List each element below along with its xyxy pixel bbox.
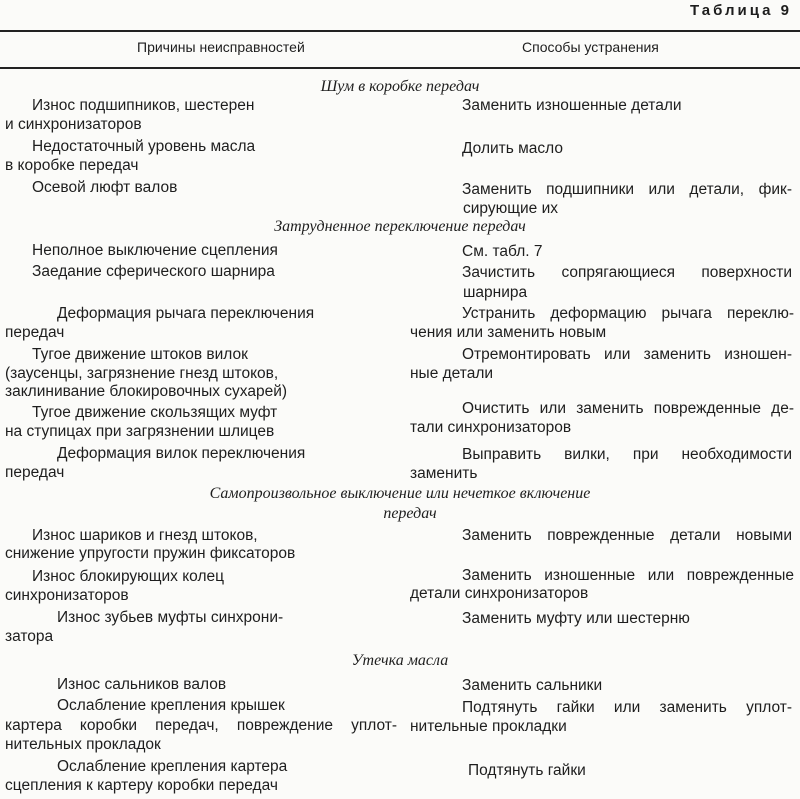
remedy-line: Заменить изношенные или поврежденные — [462, 567, 794, 584]
remedy-line: Заменить подшипники или детали, фик- — [462, 181, 792, 198]
remedy-line: См. табл. 7 — [462, 243, 543, 260]
remedy-line: Отремонтировать или заменить изношен- — [462, 346, 792, 363]
remedy-line: Подтянуть гайки или заменить уплот- — [462, 699, 792, 716]
cause-line: Ослабление крепления крышек — [57, 697, 285, 714]
remedy-line: Заменить муфту или шестерню — [462, 610, 690, 627]
cause-line: Заедание сферического шарнира — [32, 263, 275, 280]
remedy-line: сирующие их — [463, 200, 558, 217]
cause-line: Деформация рычага переключения — [57, 305, 315, 322]
section-title: Шум в коробке передач — [320, 78, 480, 95]
remedy-line: тали синхронизаторов — [410, 419, 572, 436]
cause-line: передач — [5, 324, 65, 341]
remedy-line: Очистить или заменить поврежденные де- — [462, 400, 794, 417]
remedy-line: Заменить изношенные детали — [462, 97, 682, 114]
header-causes: Причины неисправностей — [137, 39, 305, 55]
cause-line: Недостаточный уровень масла — [32, 138, 256, 155]
remedy-line: Долить масло — [462, 140, 563, 157]
cause-line: нительных прокладок — [5, 736, 161, 753]
cause-line: снижение упругости пружин фиксаторов — [5, 545, 296, 562]
cause-line: синхронизаторов — [5, 587, 129, 604]
remedy-line: Подтянуть гайки — [468, 762, 586, 779]
remedy-line: детали синхронизаторов — [410, 585, 589, 602]
cause-line: (заусенцы, загрязнение гнезд штоков, — [5, 365, 279, 382]
cause-line: Износ зубьев муфты синхрони- — [57, 609, 284, 626]
cause-line: и синхронизаторов — [5, 116, 142, 133]
cause-line: Деформация вилок переключения — [57, 445, 306, 462]
cause-line: Ослабление крепления картера — [57, 758, 288, 775]
section-title: Самопроизвольное выключение или нечеткое включение — [209, 485, 591, 502]
cause-line: картера коробки передач, повреждение уплот- — [5, 717, 397, 734]
remedy-line: Устранить деформацию рычага переклю- — [462, 305, 794, 322]
cause-line: Износ блокирующих колец — [32, 568, 225, 585]
cause-line: Износ подшипников, шестерен — [32, 97, 255, 114]
cause-line: затора — [5, 628, 54, 645]
cause-line: Осевой люфт валов — [32, 179, 178, 196]
cause-line: Тугое движение штоков вилок — [32, 346, 248, 363]
section-title: передач — [383, 505, 437, 522]
cause-line: Износ шариков и гнезд штоков, — [32, 527, 258, 544]
section-title: Утечка масла — [351, 652, 449, 669]
cause-line: сцепления к картеру коробки передач — [5, 777, 278, 794]
remedy-line: ные детали — [410, 365, 494, 382]
remedy-line: заменить — [410, 465, 478, 482]
section-title: Затрудненное переключение передач — [274, 218, 526, 235]
remedy-line: нительные прокладки — [410, 718, 567, 735]
cause-line: Тугое движение скользящих муфт — [32, 404, 278, 421]
remedy-line: чения или заменить новым — [410, 324, 607, 341]
header-top-rule — [0, 30, 800, 32]
cause-line: Неполное выключение сцепления — [32, 242, 278, 259]
remedy-line: шарнира — [463, 284, 528, 301]
header-remedies: Способы устранения — [522, 39, 659, 55]
cause-line: передач — [5, 464, 65, 481]
header-bottom-rule — [0, 67, 800, 69]
remedy-line: Выправить вилки, при необходимости — [462, 446, 792, 463]
cause-line: заклинивание блокировочных сухарей) — [5, 383, 288, 400]
cause-line: на ступицах при загрязнении шлицев — [5, 423, 275, 440]
remedy-line: Заменить сальники — [462, 677, 603, 694]
remedy-line: Заменить поврежденные детали новыми — [462, 527, 792, 544]
remedy-line: Зачистить сопрягающиеся поверхности — [462, 264, 792, 281]
table-label: Таблица 9 — [689, 2, 792, 19]
cause-line: в коробке передач — [5, 157, 139, 174]
cause-line: Износ сальников валов — [57, 676, 227, 693]
